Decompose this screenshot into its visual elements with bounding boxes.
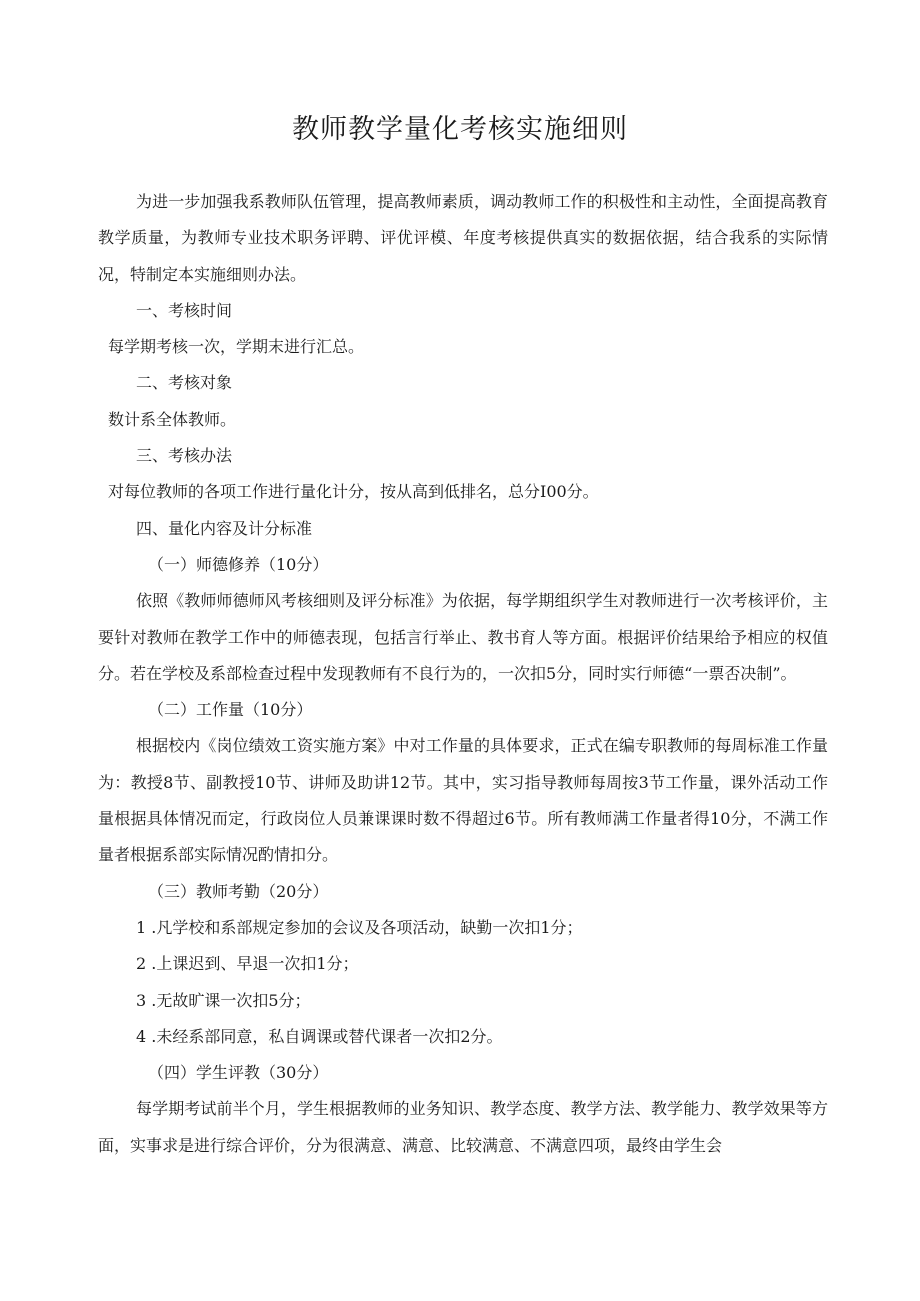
subsection-heading-attendance: （三）教师考勤（20分） [148, 881, 329, 901]
attendance-item: 1 .凡学校和系部规定参加的会议及各项活动，缺勤一次扣1分； [136, 917, 583, 937]
subsection-heading-workload: （二）工作量（10分） [148, 700, 313, 720]
section-heading-content: 四、量化内容及计分标准 [136, 518, 313, 538]
subsection-text-ethics: 依照《教师师德师风考核细则及评分标准》为依据，每学期组织学生对教师进行一次考核评价，主要针对教师在教学工作中的师德表现，包括言行举止、教书育人等方面。根据评价结果给予相应的权值分。若在学校及系部检查过程中发现教师有不良行为的，一次扣5分，同时实行师德“一票否决制”。 [98, 591, 828, 683]
subsection-text-evaluation: 每学期考试前半个月，学生根据教师的业务知识、教学态度、教学方法、教学能力、教学效果等方面，实事求是进行综合评价，分为很满意、满意、比较满意、不满意四项，最终由学生会 [98, 1099, 828, 1155]
section-heading-method: 三、考核办法 [136, 446, 233, 466]
attendance-item: 3 .无故旷课一次扣5分； [136, 990, 311, 1010]
intro-paragraph: 为进一步加强我系教师队伍管理，提高教师素质，调动教师工作的积极性和主动性，全面提高教育教学质量，为教师专业技术职务评聘、评优评模、年度考核提供真实的数据依据，结合我系的实际情况，特制定本实施细则办法。 [98, 192, 828, 284]
attendance-item: 2 .上课迟到、早退一次扣1分； [136, 954, 359, 974]
subsection-heading-ethics: （一）师德修养（10分） [148, 554, 329, 574]
document-title: 教师教学量化考核实施细则 [292, 114, 628, 145]
section-heading-time: 一、考核时间 [136, 300, 233, 320]
section-heading-target: 二、考核对象 [136, 373, 233, 393]
section-text-time: 每学期考核一次，学期末进行汇总。 [108, 337, 365, 357]
section-text-method: 对每位教师的各项工作进行量化计分，按从高到低排名，总分I00分。 [108, 482, 599, 502]
subsection-heading-evaluation: （四）学生评教（30分） [148, 1063, 329, 1083]
subsection-text-workload: 根据校内《岗位绩效工资实施方案》中对工作量的具体要求，正式在编专职教师的每周标准工作量为：教授8节、副教授10节、讲师及助讲12节。其中，实习指导教师每周按3节工作量，课外活动工作量根据具体情况而定，行政岗位人员兼课课时数不得超过6节。所有教师满工作量者得10分，不满工作量者根据系部实际情况酌情扣分。 [98, 736, 828, 865]
attendance-item: 4 .未经系部同意，私自调课或替代课者一次扣2分。 [136, 1026, 503, 1046]
section-text-target: 数计系全体教师。 [108, 409, 237, 429]
document-body [98, 184, 828, 1164]
